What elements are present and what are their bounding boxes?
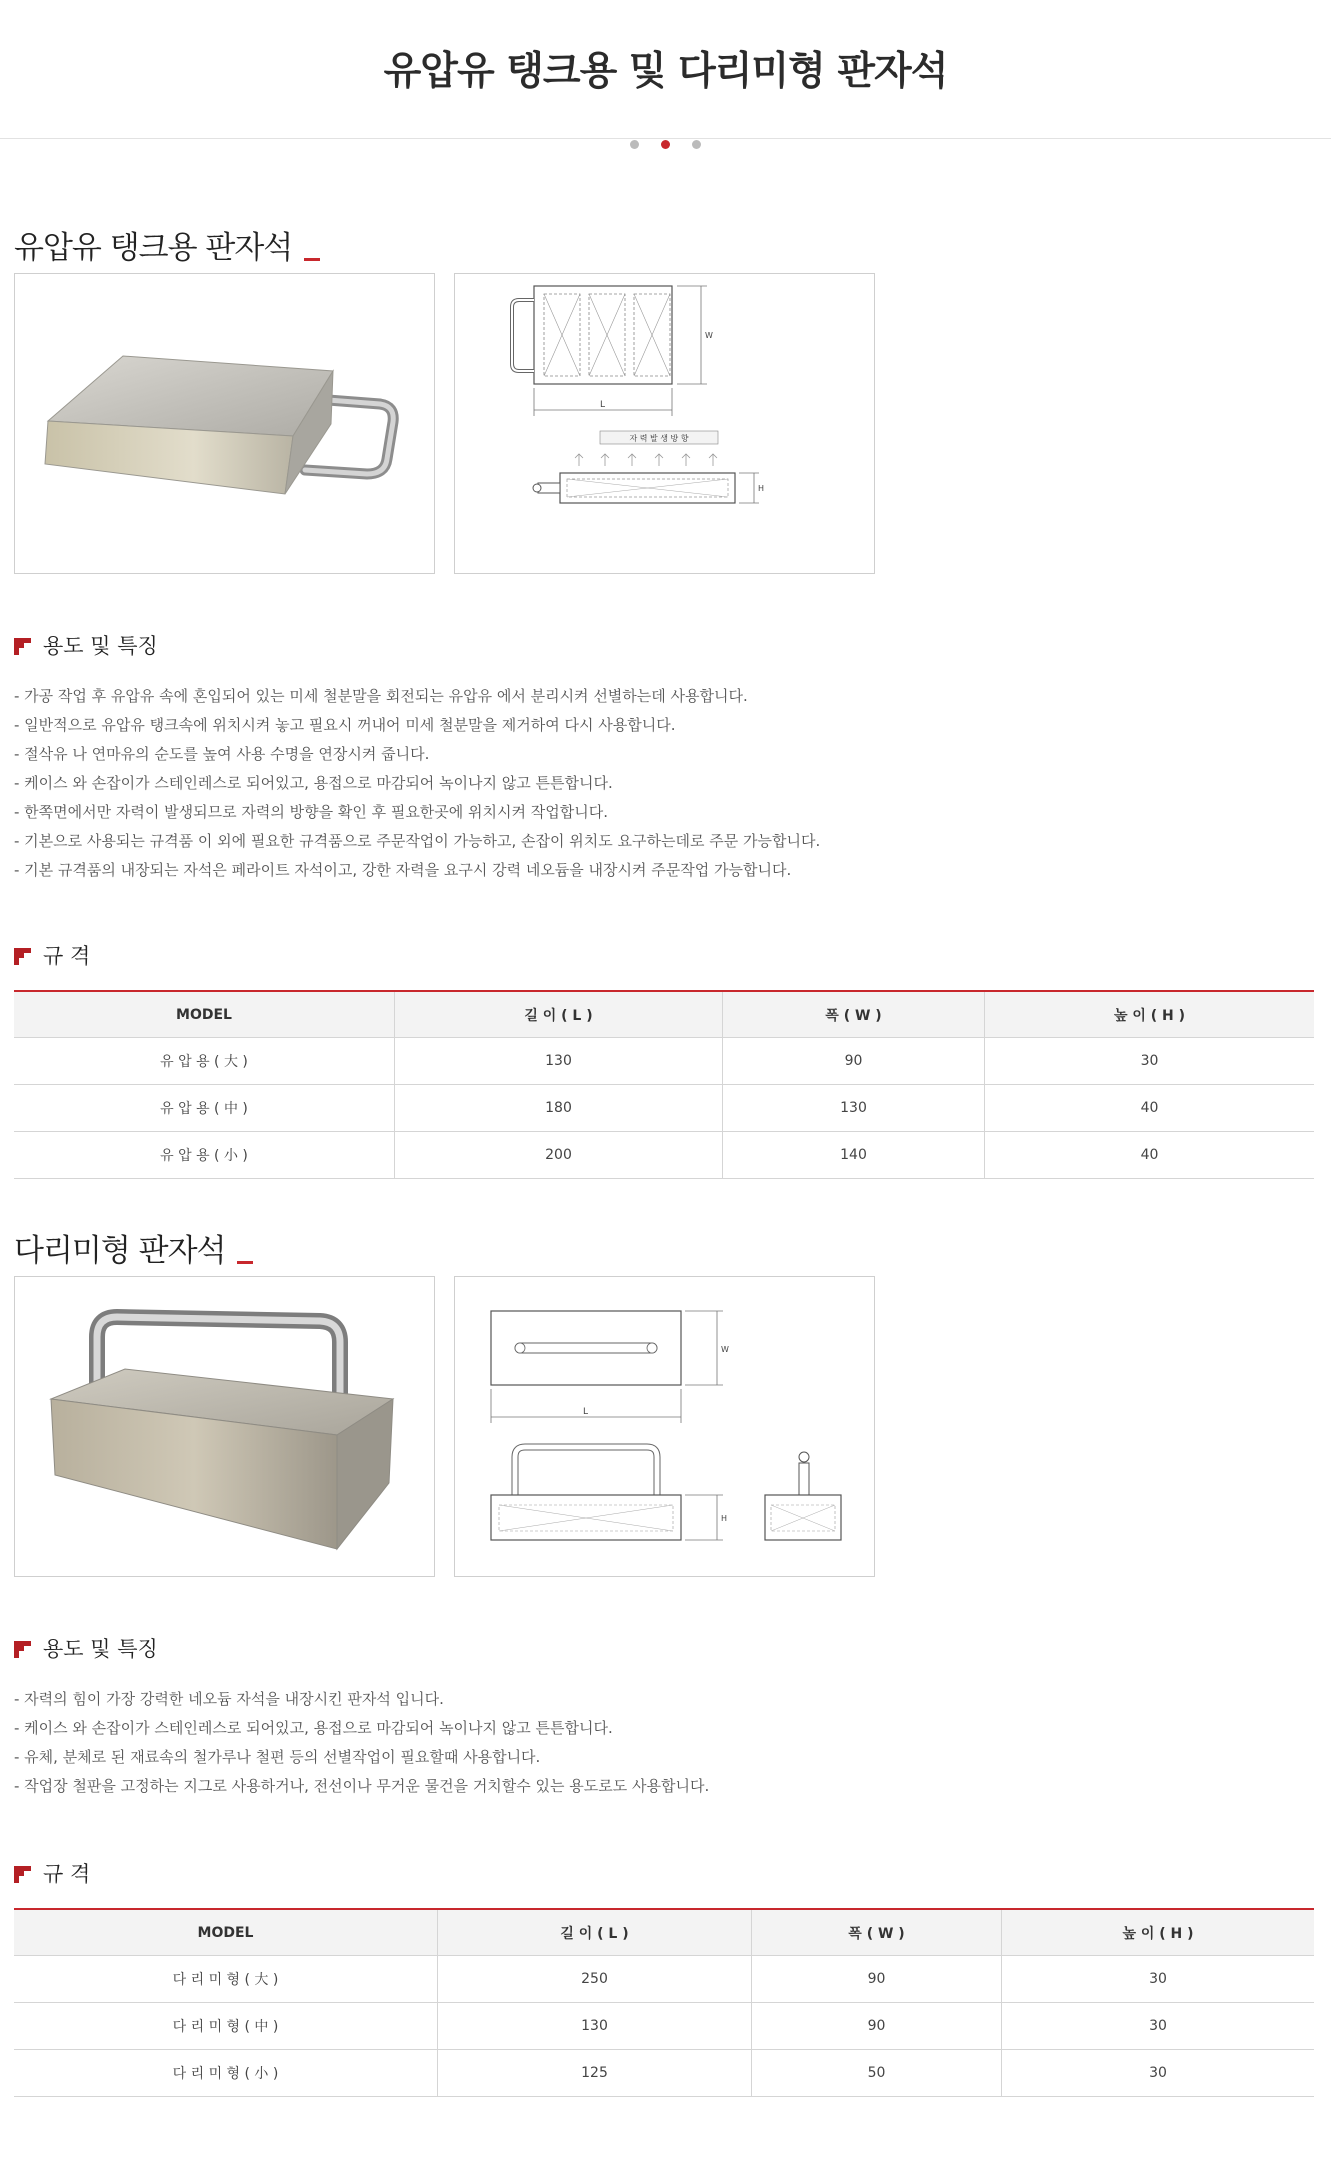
- pagination-dot[interactable]: [692, 140, 701, 149]
- table-row: [14, 1038, 1314, 1085]
- table-cell: 200: [395, 1132, 723, 1179]
- table-cell: 140: [723, 1132, 985, 1179]
- drawing-label-w: W: [721, 1345, 729, 1354]
- table-cell: 130: [438, 2003, 752, 2050]
- table-row: [14, 1956, 1314, 2003]
- section-title: 유압유 탱크용 판자석: [14, 222, 1314, 266]
- product-photo-iron-type: [14, 1276, 435, 1577]
- table-cell: 30: [1002, 1956, 1315, 2003]
- section-title: 다리미형 판자석: [14, 1225, 1314, 1269]
- feature-item: - 작업장 철판을 고정하는 지그로 사용하거나, 전선이나 무거운 물건을 거치할수 있는 용도로도 사용합니다.: [14, 1777, 710, 1795]
- table-cell: 50: [752, 2050, 1002, 2097]
- table-row: [14, 2003, 1314, 2050]
- table-cell: 다 리 미 형 ( 中 ): [14, 2003, 438, 2050]
- features-list: [14, 682, 820, 885]
- feature-item: - 기본 규격품의 내장되는 자석은 페라이트 자석이고, 강한 자력을 요구시 강력 네오듐을 내장시켜 주문작업 가능합니다.: [14, 861, 792, 879]
- title-accent-bar: [304, 258, 320, 261]
- spec-table: [14, 990, 1314, 1179]
- feature-item: - 한쪽면에서만 자력이 발생되므로 자력의 방향을 확인 후 필요한곳에 위치시켜 작업합니다.: [14, 803, 608, 821]
- table-header: 길 이 ( L ): [438, 1909, 752, 1956]
- title-accent-bar: [237, 1261, 253, 1264]
- pagination-dot-active[interactable]: [661, 140, 670, 149]
- table-cell: 130: [395, 1038, 723, 1085]
- page-title: 유압유 탱크용 및 다리미형 판자석: [383, 49, 948, 94]
- feature-item: - 절삭유 나 연마유의 순도를 높여 사용 수명을 연장시켜 줍니다.: [14, 745, 430, 763]
- table-cell: 유 압 용 ( 小 ): [14, 1132, 395, 1179]
- feature-item: - 가공 작업 후 유압유 속에 혼입되어 있는 미세 철분말을 회전되는 유압유 에서 분리시켜 선별하는데 사용합니다.: [14, 687, 748, 705]
- table-cell: 250: [438, 1956, 752, 2003]
- table-cell: 90: [723, 1038, 985, 1085]
- drawing-label-h: H: [721, 1514, 728, 1523]
- feature-item: - 케이스 와 손잡이가 스테인레스로 되어있고, 용접으로 마감되어 녹이나지 않고 튼튼합니다.: [14, 1719, 613, 1737]
- table-cell: 130: [723, 1085, 985, 1132]
- section-marker-icon: [14, 948, 31, 965]
- feature-item: - 일반적으로 유압유 탱크속에 위치시켜 놓고 필요시 꺼내어 미세 철분말을 제거하여 다시 사용합니다.: [14, 716, 676, 734]
- product-photo-hydraulic: [14, 273, 435, 574]
- table-header-row: [14, 1909, 1314, 1956]
- drawing-label-w: W: [705, 331, 713, 340]
- section-hydraulic: [14, 222, 1314, 1164]
- table-cell: 90: [752, 2003, 1002, 2050]
- drawing-hydraulic: [454, 273, 875, 574]
- feature-item: - 유체, 분체로 된 재료속의 철가루나 철편 등의 선별작업이 필요할때 사용합니다.: [14, 1748, 541, 1766]
- table-row: [14, 2050, 1314, 2097]
- table-cell: 유 압 용 ( 大 ): [14, 1038, 395, 1085]
- table-row: [14, 1085, 1314, 1132]
- feature-item: - 케이스 와 손잡이가 스테인레스로 되어있고, 용접으로 마감되어 녹이나지 않고 튼튼합니다.: [14, 774, 613, 792]
- table-cell: 180: [395, 1085, 723, 1132]
- table-cell: 다 리 미 형 ( 大 ): [14, 1956, 438, 2003]
- drawing-label-l: L: [600, 400, 606, 410]
- table-header: 높 이 ( H ): [1002, 1909, 1315, 1956]
- spec-table: [14, 1908, 1314, 2097]
- spec-heading: 규 격: [14, 940, 90, 968]
- spec-heading: 규 격: [14, 1858, 90, 1886]
- table-cell: 30: [1002, 2003, 1315, 2050]
- features-heading: 용도 및 특징: [14, 1633, 158, 1661]
- table-header: MODEL: [14, 1909, 438, 1956]
- table-header: 높 이 ( H ): [985, 991, 1315, 1038]
- section-marker-icon: [14, 638, 31, 655]
- table-row: [14, 1132, 1314, 1179]
- feature-item: - 자력의 힘이 가장 강력한 네오듐 자석을 내장시킨 판자석 입니다.: [14, 1690, 444, 1708]
- table-cell: 다 리 미 형 ( 小 ): [14, 2050, 438, 2097]
- table-cell: 40: [985, 1132, 1315, 1179]
- drawing-label-l: L: [583, 1407, 589, 1417]
- pagination-dot[interactable]: [630, 140, 639, 149]
- drawing-iron-type: [454, 1276, 875, 1577]
- table-header: MODEL: [14, 991, 395, 1038]
- section-iron-type: [14, 1225, 1314, 2082]
- table-cell: 30: [985, 1038, 1315, 1085]
- drawing-label-h: H: [758, 484, 765, 493]
- feature-item: - 기본으로 사용되는 규격품 이 외에 필요한 규격품으로 주문작업이 가능하고, 손잡이 위치도 요구하는데로 주문 가능합니다.: [14, 832, 821, 850]
- table-cell: 30: [1002, 2050, 1315, 2097]
- table-cell: 125: [438, 2050, 752, 2097]
- table-header: 폭 ( W ): [752, 1909, 1002, 1956]
- section-marker-icon: [14, 1866, 31, 1883]
- table-cell: 유 압 용 ( 中 ): [14, 1085, 395, 1132]
- features-heading: 용도 및 특징: [14, 630, 158, 658]
- table-header: 길 이 ( L ): [395, 991, 723, 1038]
- section-marker-icon: [14, 1641, 31, 1658]
- drawing-label-direction: 자 력 발 생 방 향: [629, 434, 689, 443]
- table-cell: 40: [985, 1085, 1315, 1132]
- features-list: [14, 1685, 709, 1801]
- table-cell: 90: [752, 1956, 1002, 2003]
- table-header-row: [14, 991, 1314, 1038]
- pagination-dots: [0, 134, 1331, 153]
- table-header: 폭 ( W ): [723, 991, 985, 1038]
